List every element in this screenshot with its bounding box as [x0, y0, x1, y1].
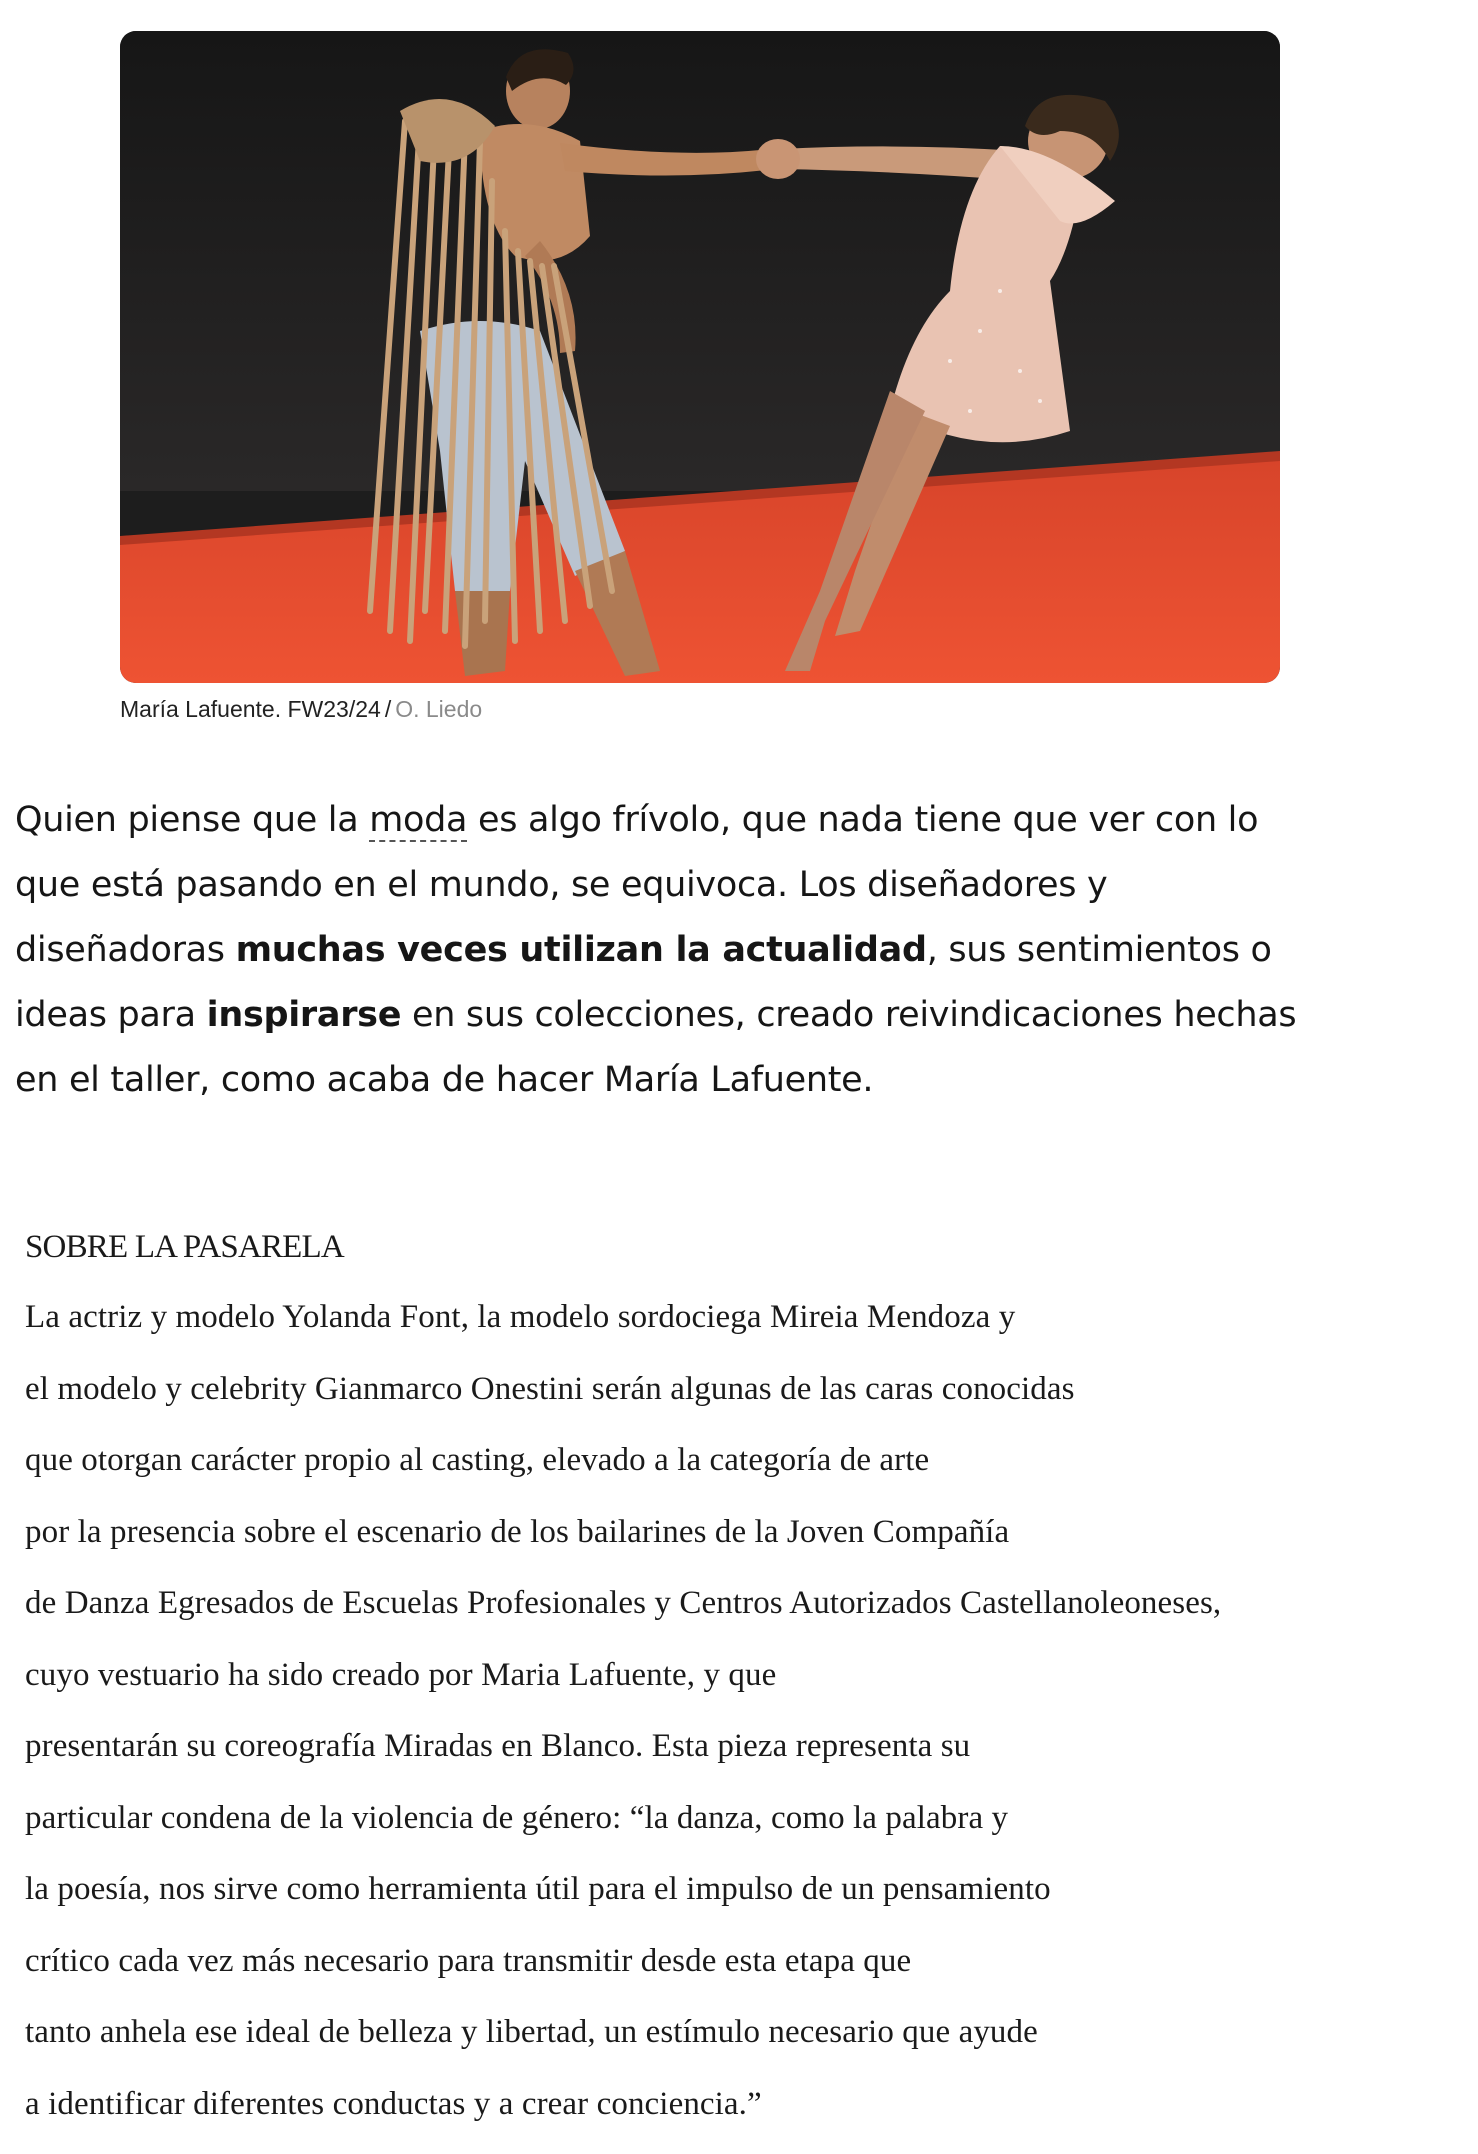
lead-line [15, 983, 1455, 1048]
photo-credit: O. Liedo [395, 696, 483, 722]
lead-line [15, 788, 1455, 853]
caption-separator: / [384, 696, 392, 722]
moda-link[interactable]: moda [369, 800, 468, 840]
caption-text: María Lafuente. FW23/24 [120, 696, 381, 722]
section-line: el modelo y celebrity Gianmarco Onestini serán algunas de las caras conocidas [25, 1370, 1075, 1407]
section-line: a identificar diferentes conductas y a crear conciencia.” [25, 2085, 762, 2122]
lead-emphasis: muchas veces utilizan la actualidad [235, 930, 927, 970]
section-heading: SOBRE LA PASARELA [25, 1229, 344, 1265]
lead-line [15, 1048, 1455, 1113]
lead-text: diseñadoras [15, 930, 236, 970]
lead-line [15, 853, 1455, 918]
lead-emphasis: inspirarse [206, 995, 402, 1035]
section-line: crítico cada vez más necesario para transmitir desde esta etapa que [25, 1942, 912, 1979]
joined-hands [756, 139, 800, 179]
dancers-photo [120, 31, 1280, 683]
section-line: tanto anhela ese ideal de belleza y libertad, un estímulo necesario que ayude [25, 2014, 1038, 2050]
backdrop [120, 31, 1280, 491]
section-line: por la presencia sobre el escenario de los bailarines de la Joven Compañía [25, 1513, 1010, 1550]
lead-text: que está pasando en el mundo, se equivoca. Los diseñadores y [15, 865, 1108, 905]
lead-text: en sus colecciones, creado reivindicaciones hechas [401, 995, 1297, 1035]
section-line: particular condena de la violencia de género: “la danza, como la palabra y [25, 1799, 1009, 1836]
lead-line [15, 918, 1455, 983]
lead-text: ideas para [15, 995, 207, 1035]
section-line: La actriz y modelo Yolanda Font, la modelo sordociega Mireia Mendoza y [25, 1299, 1016, 1335]
lead-text: en el taller, como acaba de hacer María Lafuente. [15, 1060, 874, 1100]
section-line: presentarán su coreografía Miradas en Blanco. Esta pieza representa su [25, 1728, 971, 1764]
lead-text: , sus sentimientos o [926, 930, 1272, 970]
pasarela-section [25, 1218, 1465, 2140]
section-line: de Danza Egresados de Escuelas Profesionales y Centros Autorizados Castellanoleoneses, [25, 1585, 1222, 1621]
section-line: que otorgan carácter propio al casting, elevado a la categoría de arte [25, 1442, 930, 1478]
section-line: la poesía, nos sirve como herramienta útil para el impulso de un pensamiento [25, 1871, 1051, 1907]
lead-text: es algo frívolo, que nada tiene que ver con lo [467, 800, 1259, 840]
lead-text: Quien piense que la [15, 800, 370, 840]
lead-paragraph [15, 788, 1455, 1113]
article-hero-image [120, 31, 1280, 683]
section-line: cuyo vestuario ha sido creado por Maria Lafuente, y que [25, 1656, 777, 1693]
figure-caption [120, 696, 482, 723]
